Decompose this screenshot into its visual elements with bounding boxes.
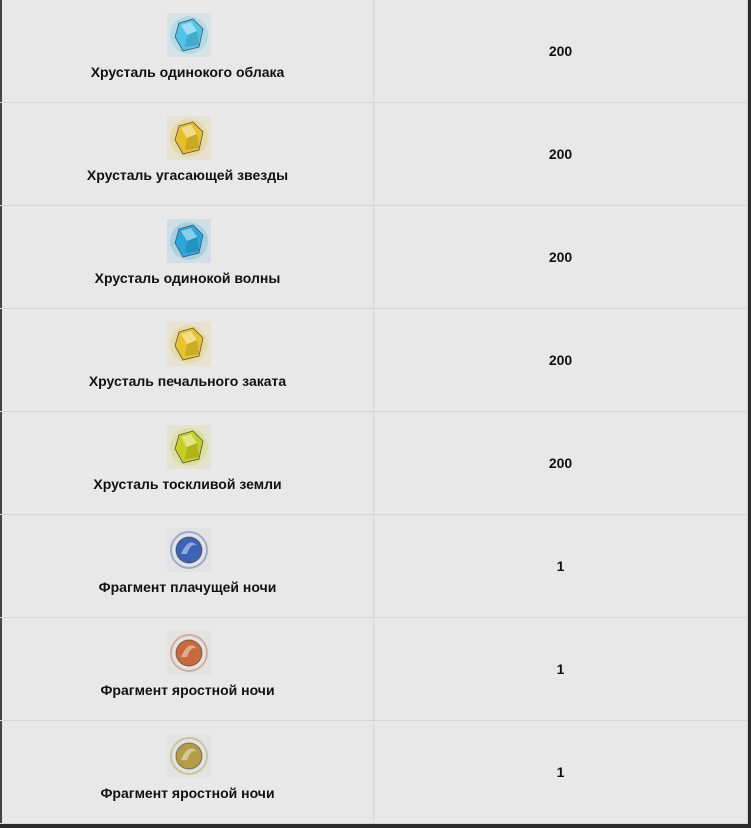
item-name-cell	[2, 721, 374, 823]
table-row	[0, 0, 747, 103]
item-name-cell	[2, 309, 374, 411]
item-name: Хрусталь одинокого облака	[90, 64, 285, 80]
green-yellow-crystal-icon	[167, 425, 211, 469]
item-name: Фрагмент яростной ночи	[100, 682, 275, 698]
item-quantity: 200	[548, 249, 573, 265]
orange-fragment-icon	[167, 631, 211, 675]
item-quantity: 200	[548, 352, 573, 368]
blue-crystal-icon	[167, 219, 211, 263]
table-row	[0, 515, 747, 618]
yellow-crystal-icon	[167, 322, 211, 366]
item-name-cell	[2, 618, 374, 720]
item-quantity: 200	[548, 43, 573, 59]
item-name: Хрусталь печального заката	[88, 373, 287, 389]
table-row	[0, 206, 747, 309]
item-quantity: 200	[548, 455, 573, 471]
item-name-cell	[2, 0, 374, 102]
table-row	[0, 103, 747, 206]
item-quantity: 1	[556, 558, 565, 574]
blue-crystal-icon	[167, 13, 211, 57]
table-row	[0, 412, 747, 515]
table-row	[0, 618, 747, 721]
item-name-cell	[2, 103, 374, 205]
item-quantity: 1	[556, 764, 565, 780]
item-quantity: 200	[548, 146, 573, 162]
gold-fragment-icon	[167, 734, 211, 778]
item-name-cell	[2, 515, 374, 617]
item-name: Хрусталь одинокой волны	[94, 270, 281, 286]
blue-fragment-icon	[167, 528, 211, 572]
item-name-cell	[2, 412, 374, 514]
item-name: Хрусталь угасающей звезды	[86, 167, 289, 183]
item-name-cell	[2, 206, 374, 308]
item-name: Фрагмент яростной ночи	[100, 785, 275, 801]
table-row	[0, 309, 747, 412]
item-name: Хрусталь тоскливой земли	[93, 476, 282, 492]
table-row	[0, 721, 747, 824]
item-quantity: 1	[556, 661, 565, 677]
yellow-crystal-icon	[167, 116, 211, 160]
item-name: Фрагмент плачущей ночи	[98, 579, 277, 595]
